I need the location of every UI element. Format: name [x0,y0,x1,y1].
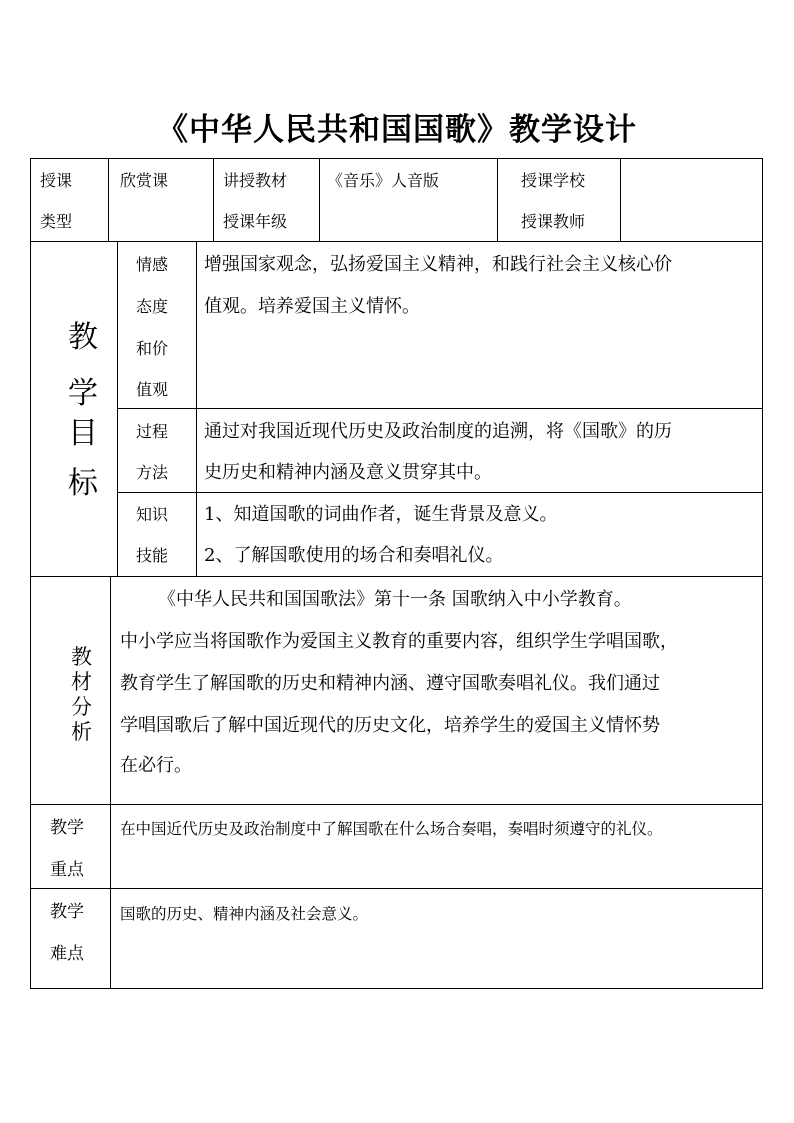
analysis-content-line: 教育学生了解国歌的历史和精神内涵、遵守国歌奏唱礼仪。我们通过 [120,673,660,694]
objectives-section-char: 学 [68,376,98,411]
teaching-material-value: 《音乐》人音版 [327,171,440,190]
process-content: 通过对我国近现代历史及政治制度的追溯，将《国歌》的历 [204,421,672,442]
school-label: 授课学校 [521,171,586,190]
table-border-bottom [30,988,763,989]
objectives-section-char: 标 [68,466,98,501]
emotion-label: 情感 [136,255,169,274]
emotion-label: 和价 [136,339,169,358]
knowledge-content: 2、了解国歌使用的场合和奏唱礼仪。 [204,545,504,566]
emotion-content: 增强国家观念，弘扬爱国主义精神，和践行社会主义核心价 [204,254,672,275]
divider [620,158,621,241]
divider [196,241,197,576]
divider [213,158,214,241]
divider [108,158,109,241]
process-label: 方法 [136,463,169,482]
objectives-section-char: 教 [68,320,98,355]
difficulties-content: 国歌的历史、精神内涵及社会意义。 [120,905,369,923]
key-points-label: 教学 [50,818,84,838]
table-border-left [30,158,31,989]
analysis-label-char: 教 [71,645,92,669]
process-label: 过程 [136,422,169,441]
grade-label: 授课年级 [223,212,288,231]
key-points-content: 在中国近代历史及政治制度中了解国歌在什么场合奏唱，奏唱时须遵守的礼仪。 [120,820,663,838]
emotion-label: 态度 [136,297,169,316]
knowledge-content: 1、知道国歌的词曲作者，诞生背景及意义。 [204,504,558,525]
row-divider [30,576,763,577]
divider [497,158,498,241]
teaching-material-label: 讲授教材 [223,171,288,190]
objectives-section-char: 目 [68,416,98,451]
knowledge-label: 知识 [136,505,169,524]
row-divider [30,888,763,889]
table-border-right [762,158,763,989]
difficulties-label: 难点 [50,944,84,964]
course-type-value: 欣赏课 [120,171,169,190]
teacher-label: 授课教师 [521,212,586,231]
analysis-content-line: 学唱国歌后了解中国近现代的历史文化，培养学生的爱国主义情怀势 [120,715,660,736]
divider [110,576,111,989]
key-points-label: 重点 [50,860,84,880]
document-title: 《中华人民共和国国歌》教学设计 [157,112,637,148]
emotion-content: 值观。培养爱国主义情怀。 [204,296,420,317]
emotion-label: 值观 [136,380,169,399]
knowledge-label: 技能 [136,546,169,565]
row-divider [30,241,763,242]
analysis-content-line: 中小学应当将国歌作为爱国主义教育的重要内容，组织学生学唱国歌， [120,631,678,652]
difficulties-label: 教学 [50,902,84,922]
course-type-label-line1: 授课 [40,171,73,190]
row-divider [117,408,763,409]
divider [319,158,320,241]
analysis-label-char: 分 [71,695,92,719]
table-border-top [30,158,763,159]
row-divider [30,804,763,805]
lesson-plan-table [30,158,763,989]
analysis-label-char: 析 [71,720,92,744]
row-divider [117,492,763,493]
course-type-label-line2: 类型 [40,212,73,231]
analysis-content-line: 《中华人民共和国国歌法》第十一条 国歌纳入中小学教育。 [158,589,632,610]
analysis-label-char: 材 [71,670,92,694]
divider [117,241,118,576]
analysis-content-line: 在必行。 [120,755,192,776]
process-content: 史历史和精神内涵及意义贯穿其中。 [204,462,492,483]
